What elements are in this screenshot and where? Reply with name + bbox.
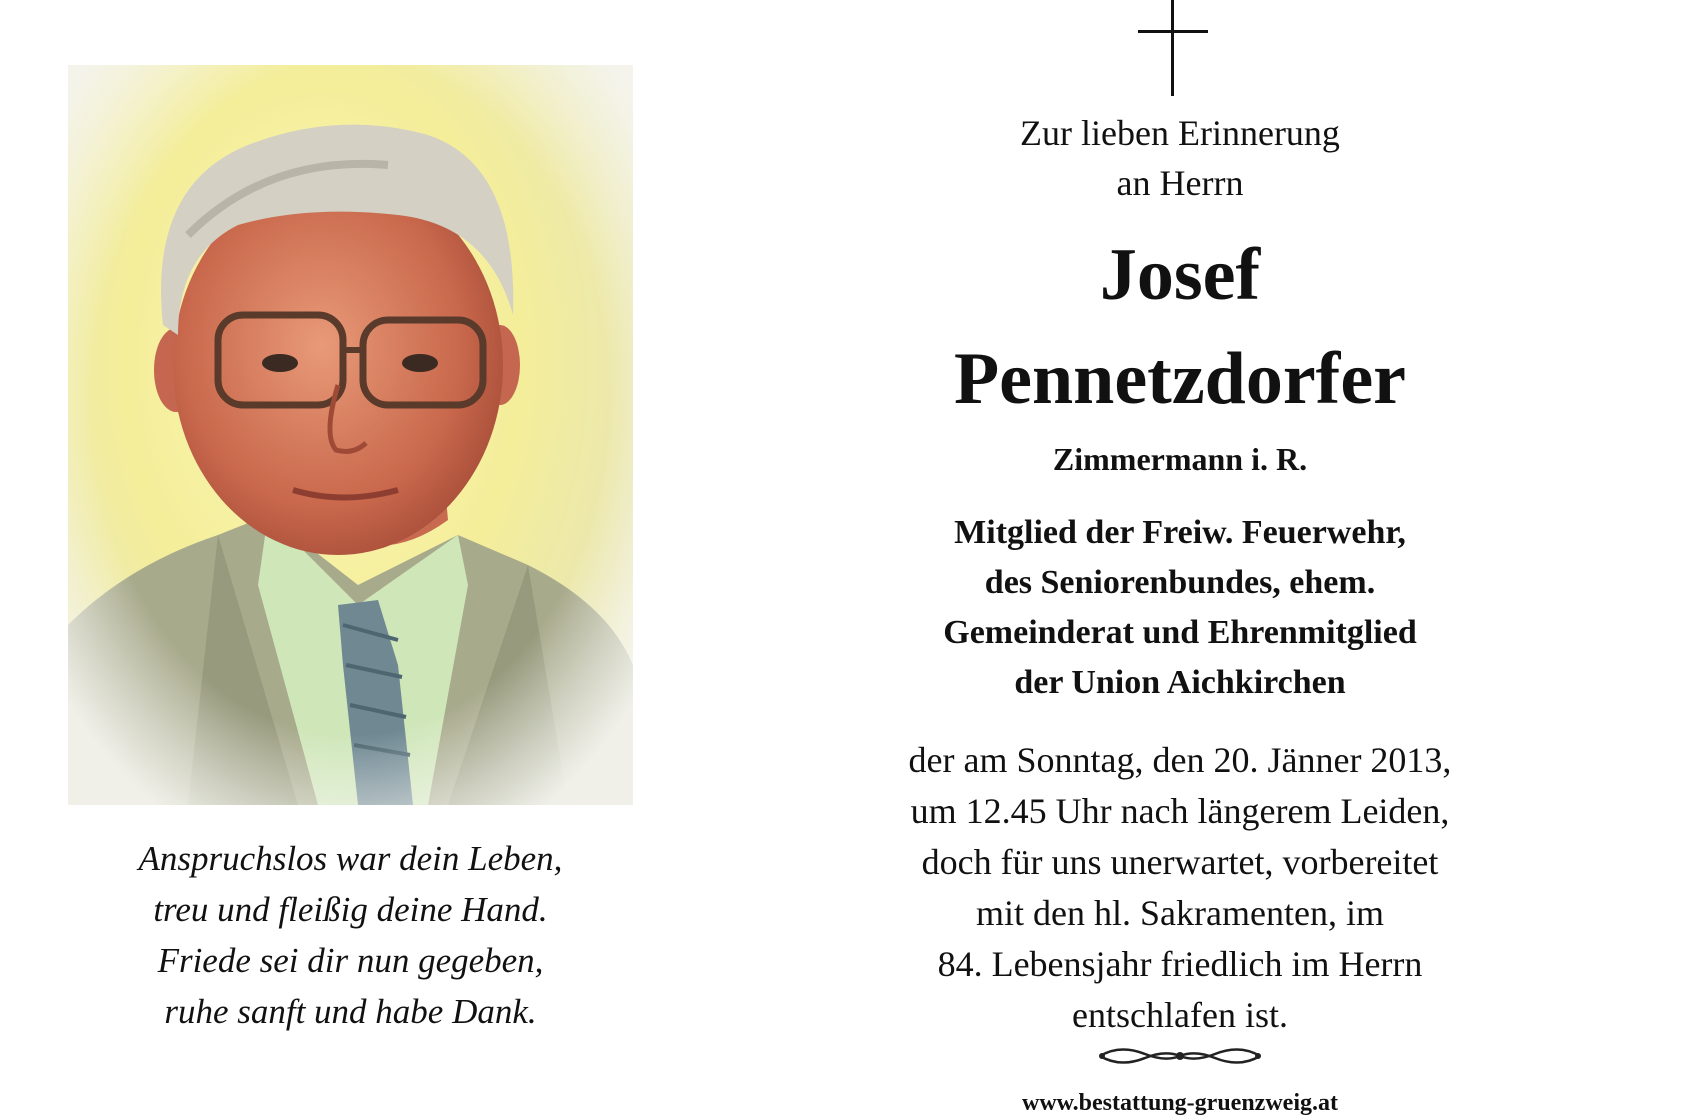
obituary-text bbox=[830, 735, 1530, 1041]
memberships bbox=[830, 508, 1530, 708]
obituary-line: um 12.45 Uhr nach längerem Leiden, bbox=[910, 791, 1450, 831]
given-name: Josef bbox=[1099, 234, 1261, 316]
left-panel bbox=[0, 0, 680, 1118]
obituary-line: mit den hl. Sakramenten, im bbox=[976, 893, 1384, 933]
obituary-line: der am Sonntag, den 20. Jänner 2013, bbox=[908, 740, 1452, 780]
portrait-illustration bbox=[68, 65, 633, 805]
cross-icon bbox=[1138, 0, 1208, 98]
family-name: Pennetzdorfer bbox=[953, 338, 1407, 420]
poem-line: Friede sei dir nun gegeben, bbox=[157, 941, 544, 980]
membership-line: Mitglied der Freiw. Feuerwehr, bbox=[954, 514, 1406, 551]
obituary-line: doch für uns unerwartet, vorbereitet bbox=[921, 842, 1439, 882]
obituary-line: 84. Lebensjahr friedlich im Herrn bbox=[937, 944, 1423, 984]
poem-line: Anspruchslos war dein Leben, bbox=[138, 839, 563, 878]
memorial-poem bbox=[68, 833, 633, 1037]
poem-line: ruhe sanft und habe Dank. bbox=[164, 992, 537, 1031]
profession: Zimmermann i. R. bbox=[1052, 441, 1308, 477]
intro-line: an Herrn bbox=[1116, 163, 1244, 203]
funeral-home-website: www.bestattung-gruenzweig.at bbox=[1022, 1090, 1338, 1116]
intro-text bbox=[830, 108, 1530, 208]
ornament-divider-icon bbox=[1090, 1042, 1270, 1070]
obituary-line: entschlafen ist. bbox=[1072, 995, 1288, 1035]
right-panel bbox=[830, 0, 1530, 1118]
intro-line: Zur lieben Erinnerung bbox=[1020, 113, 1340, 153]
poem-line: treu und fleißig deine Hand. bbox=[153, 890, 548, 929]
membership-line: der Union Aichkirchen bbox=[1014, 664, 1346, 701]
membership-line: Gemeinderat und Ehrenmitglied bbox=[943, 614, 1417, 651]
membership-line: des Seniorenbundes, ehem. bbox=[984, 564, 1376, 601]
portrait-photo bbox=[68, 65, 633, 805]
